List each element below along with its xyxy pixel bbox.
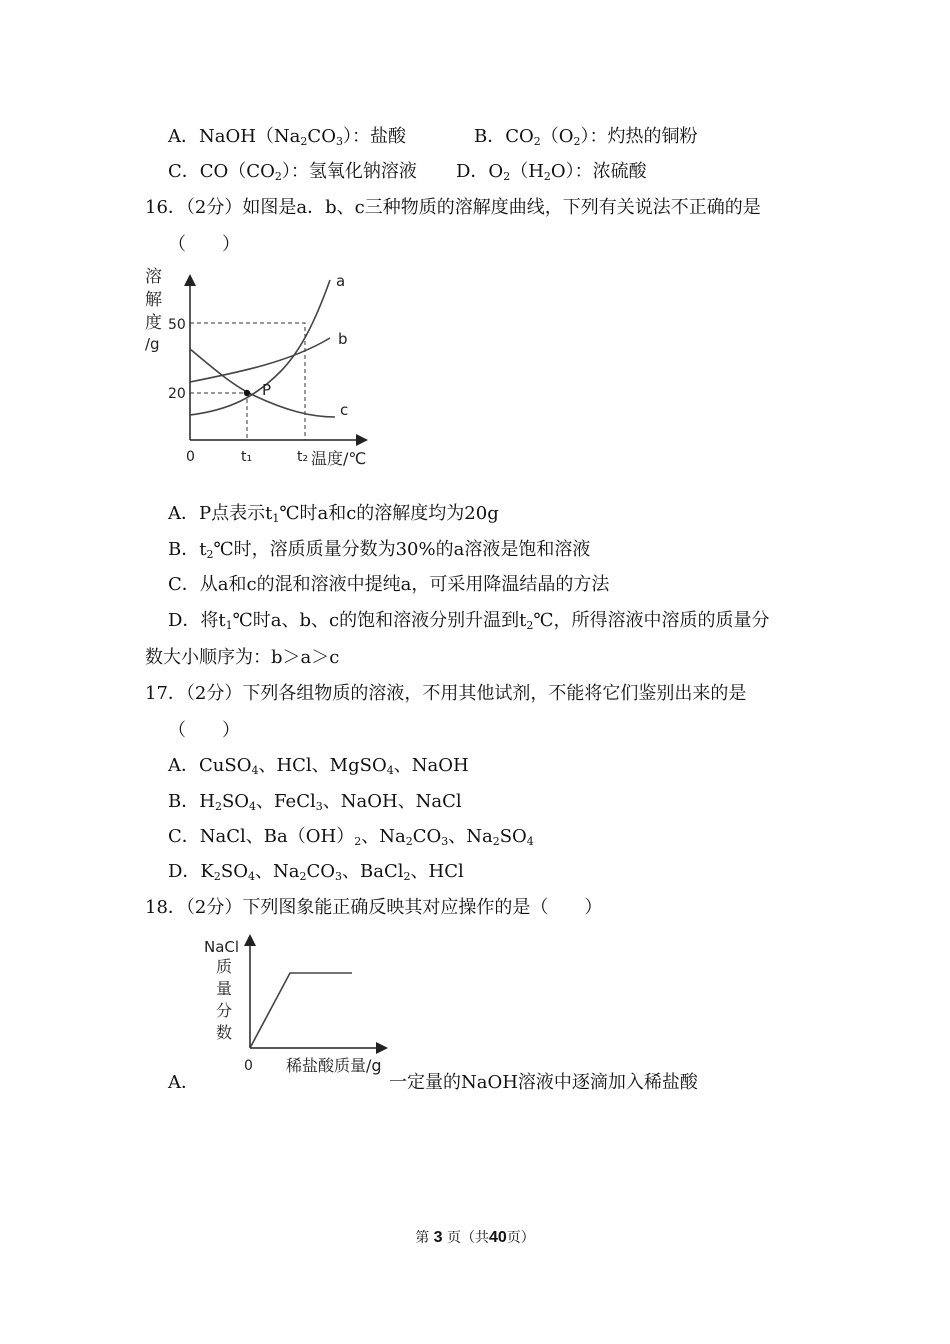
nacl-fraction-graph (198, 930, 398, 1080)
point-p-label: P (262, 381, 272, 399)
origin-label: 0 (186, 449, 195, 465)
q17-option-a: A．CuSO$_4$、HCl、MgSO$_4$、NaOH (168, 755, 469, 777)
curve-c-label: c (340, 401, 349, 419)
q15-option-a: A．$NaOH(Na_2CO_3)$：盐酸 (168, 126, 406, 148)
solubility-curve-graph (140, 262, 380, 477)
q17-option-c: C．NaCl、$Ba(OH)_2$、$Na_2CO_3$、$Na_2SO_4$ (168, 826, 534, 848)
y-tick-20: 20 (168, 386, 186, 402)
q16-option-d-continued: 数大小顺序为：b＞a＞c (145, 647, 340, 668)
q15-option-d: D．$O_2(H_2O)$：浓硫酸 (456, 161, 647, 183)
q17-stem: 17．（2分）下列各组物质的溶液，不用其他试剂，不能将它们鉴别出来的是 (145, 683, 747, 704)
curve-b-label: b (338, 330, 348, 348)
page-footer: 第 3 页（共40页） (415, 1229, 535, 1246)
y-axis-label-char: 分 (216, 1001, 233, 1020)
q16-answer-paren: （ ） (168, 234, 240, 255)
q18-option-a-text: 一定量的NaOH溶液中逐滴加入稀盐酸 (389, 1072, 698, 1093)
q18-option-a-label: A． (168, 1072, 199, 1093)
point-p (244, 390, 250, 396)
q17-option-d: D．$K_2SO_4$、$Na_2CO_3$、BaCl$_2$、HCl (168, 861, 464, 883)
q16-stem: 16．（2分）如图是a．b、c三种物质的溶解度曲线，下列有关说法不正确的是 (145, 197, 761, 218)
x-axis-label: 稀盐酸质量/g (286, 1056, 382, 1075)
total-pages: 40 (489, 1229, 507, 1246)
q16-option-d: D．将$t_1℃$时a、b、c的饱和溶液分别升温到$t_2℃$，所得溶液中溶质的质量分 (168, 610, 770, 632)
y-axis-label-char: 质 (216, 957, 233, 976)
y-axis-label-char: 解 (145, 290, 162, 310)
origin-label: 0 (244, 1058, 253, 1074)
y-axis-label-char: 量 (216, 979, 233, 998)
curve-b (190, 338, 330, 382)
y-tick-50: 50 (168, 317, 186, 333)
y-axis-label-top: NaCl (204, 938, 240, 956)
page-number: 3 (433, 1229, 443, 1246)
y-axis-label-char: 溶 (145, 267, 162, 287)
q16-option-a: A．P点表示$t_1℃$时a和c的溶解度均为20g (168, 503, 499, 525)
q15-option-b: B．$CO_2(O_2)$：灼热的铜粉 (474, 126, 698, 148)
q16-option-c: C．从a和c的混和溶液中提纯a，可采用降温结晶的方法 (168, 574, 610, 595)
y-axis-label-char: 度 (145, 313, 162, 333)
x-tick-t2: t₂ (297, 449, 309, 465)
q17-answer-paren: （ ） (168, 720, 240, 741)
curve-a (190, 280, 330, 415)
x-axis-label: 温度/℃ (311, 449, 367, 468)
y-axis-label-char: 数 (216, 1023, 233, 1042)
q17-option-b: B．$H_2SO_4$、FeCl$_3$、NaOH、NaCl (168, 791, 462, 813)
q15-option-c: C．$CO(CO_2)$：氢氧化钠溶液 (168, 161, 417, 183)
y-axis-label-char: /g (145, 335, 160, 353)
q16-option-b: B．$t_2℃$时，溶质质量分数为30%的a溶液是饱和溶液 (168, 539, 591, 561)
curve-a-label: a (336, 272, 346, 290)
guide-20 (190, 393, 247, 440)
x-tick-t1: t₁ (241, 449, 253, 465)
nacl-line (250, 973, 352, 1048)
q18-stem: 18．（2分）下列图象能正确反映其对应操作的是（ ） (145, 897, 603, 918)
